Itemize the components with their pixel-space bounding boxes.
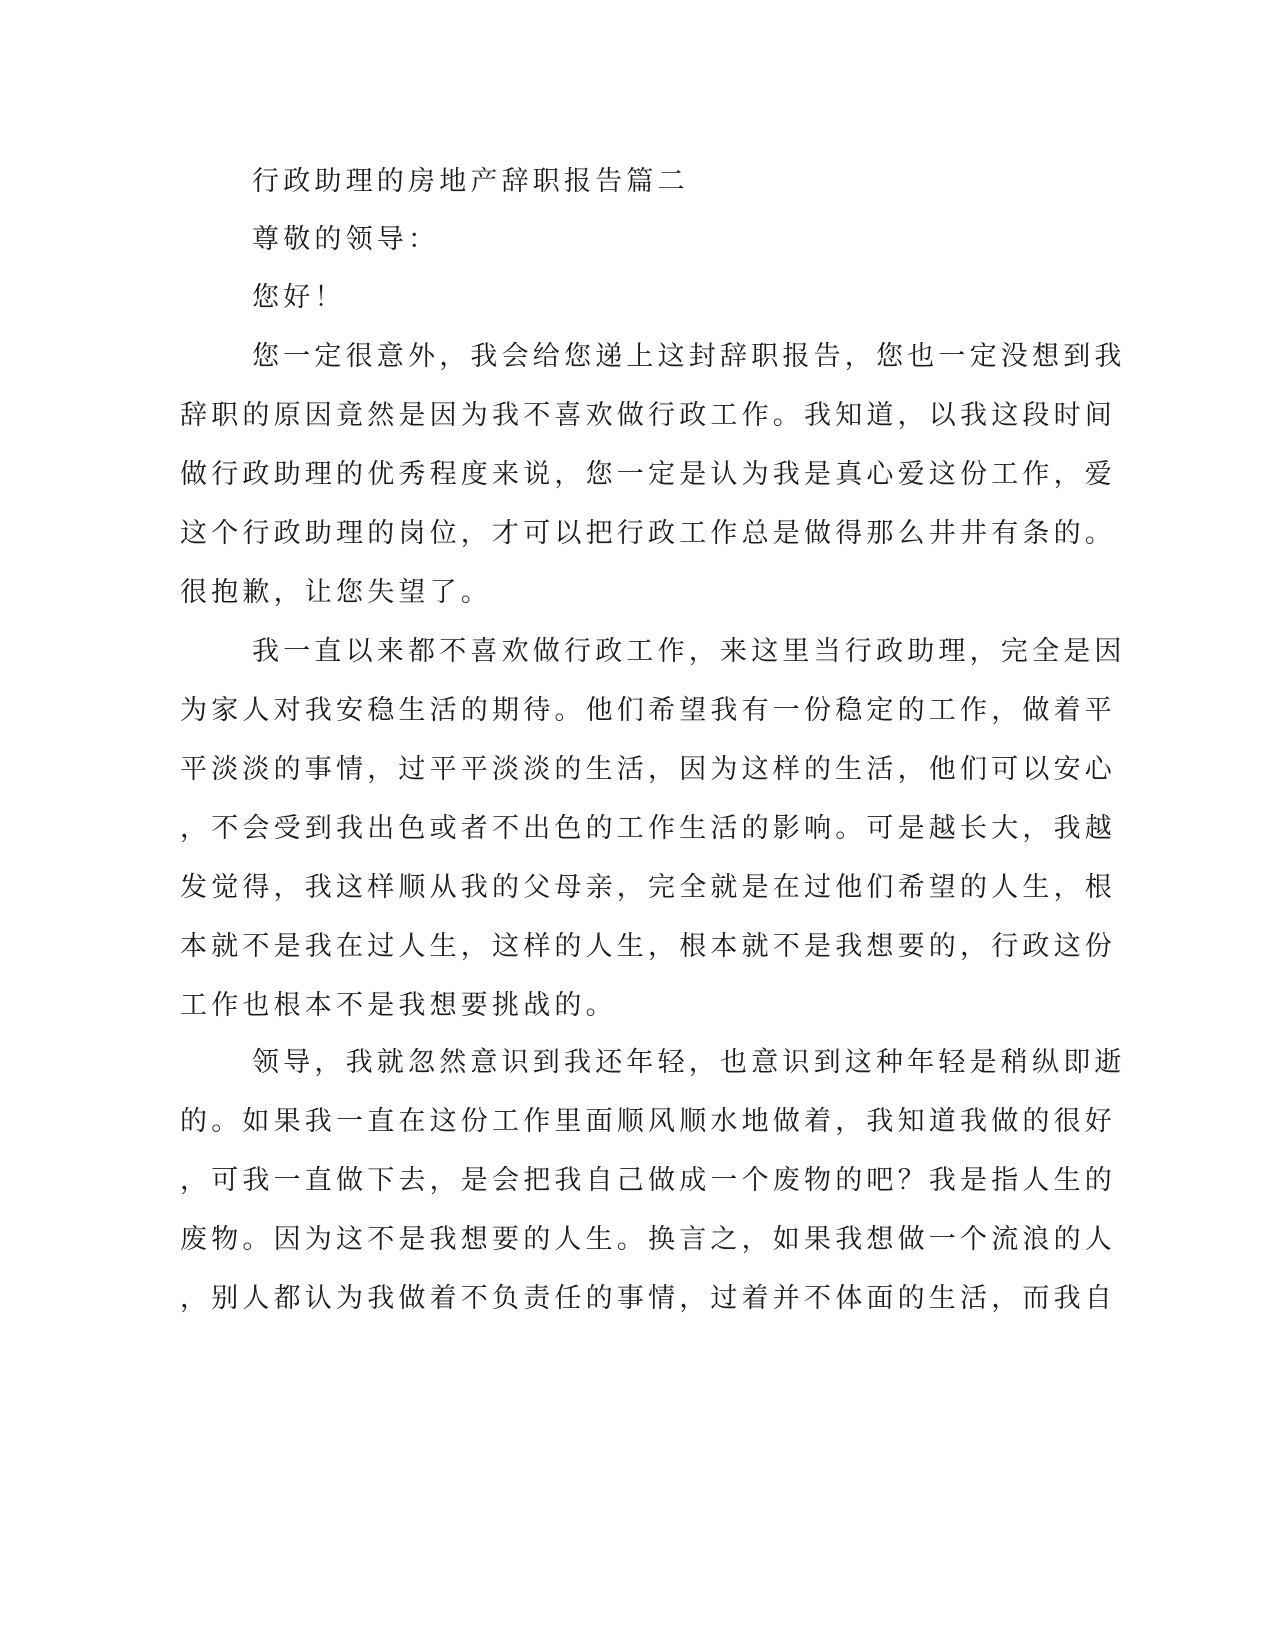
paragraph-2-line-2: 为家人对我安稳生活的期待。他们希望我有一份稳定的工作，做着平 xyxy=(180,695,1116,726)
paragraph-2-line-6: 本就不是我在过人生，这样的人生，根本就不是我想要的，行政这份 xyxy=(180,931,1116,962)
paragraph-2-line-7: 工作也根本不是我想要挑战的。 xyxy=(180,990,617,1021)
paragraph-1-line-1: 您一定很意外，我会给您递上这封辞职报告，您也一定没想到我 xyxy=(252,341,1126,372)
paragraph-3-line-4: 废物。因为这不是我想要的人生。换言之，如果我想做一个流浪的人 xyxy=(180,1224,1116,1255)
paragraph-1-line-4: 这个行政助理的岗位，才可以把行政工作总是做得那么井井有条的。 xyxy=(180,518,1116,549)
paragraph-2-line-4: ，不会受到我出色或者不出色的工作生活的影响。可是越长大，我越 xyxy=(180,813,1116,844)
paragraph-1-line-2: 辞职的原因竟然是因为我不喜欢做行政工作。我知道，以我这段时间 xyxy=(180,400,1116,431)
paragraph-2-line-5: 发觉得，我这样顺从我的父母亲，完全就是在过他们希望的人生，根 xyxy=(180,872,1116,903)
salutation: 尊敬的领导： xyxy=(252,224,440,255)
paragraph-2-line-3: 平淡淡的事情，过平平淡淡的生活，因为这样的生活，他们可以安心 xyxy=(180,754,1116,785)
paragraph-3-line-3: ，可我一直做下去，是会把我自己做成一个废物的吧？我是指人生的 xyxy=(180,1165,1116,1196)
greeting: 您好！ xyxy=(252,282,346,313)
paragraph-3-line-1: 领导，我就忽然意识到我还年轻，也意识到这种年轻是稍纵即逝 xyxy=(252,1047,1126,1078)
paragraph-2-line-1: 我一直以来都不喜欢做行政工作，来这里当行政助理，完全是因 xyxy=(252,636,1126,667)
paragraph-1-line-5: 很抱歉，让您失望了。 xyxy=(180,577,492,608)
paragraph-3-line-5: ，别人都认为我做着不负责任的事情，过着并不体面的生活，而我自 xyxy=(180,1283,1116,1314)
document-title: 行政助理的房地产辞职报告篇二 xyxy=(252,166,689,197)
paragraph-3-line-2: 的。如果我一直在这份工作里面顺风顺水地做着，我知道我做的很好 xyxy=(180,1106,1116,1137)
paragraph-1-line-3: 做行政助理的优秀程度来说，您一定是认为我是真心爱这份工作，爱 xyxy=(180,459,1116,490)
